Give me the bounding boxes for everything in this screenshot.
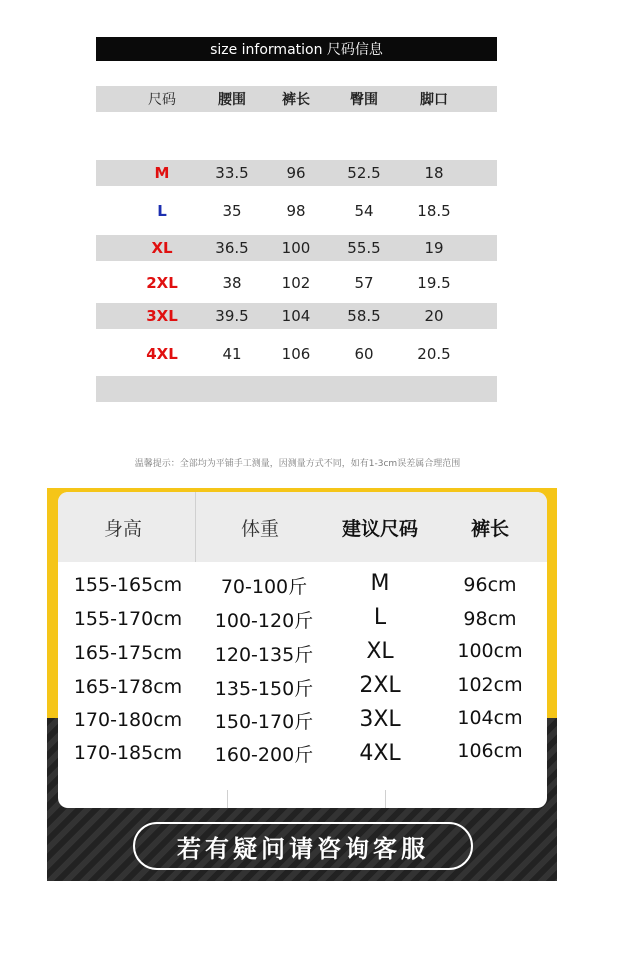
header-weight: 体重 (240, 517, 279, 540)
hem-value: 20 (424, 307, 444, 325)
weight-range: 160-200斤 (214, 743, 314, 766)
weight-range: 120-135斤 (214, 643, 314, 666)
header-height: 身高 (103, 517, 142, 540)
pants-length: 102cm (457, 674, 523, 696)
waist-value: 41 (222, 345, 242, 363)
hem-value: 20.5 (417, 345, 451, 363)
pants-length: 104cm (457, 707, 523, 729)
hip-value: 58.5 (347, 307, 381, 325)
height-range: 155-165cm (73, 574, 183, 596)
suggested-size: 4XL (359, 740, 401, 766)
size-label: M (154, 164, 170, 182)
size-label: 3XL (146, 307, 178, 325)
weight-range: 150-170斤 (214, 710, 314, 733)
hem-value: 19.5 (417, 274, 451, 292)
hip-value: 54 (354, 202, 374, 220)
length-value: 98 (286, 202, 306, 220)
waist-value: 35 (222, 202, 242, 220)
length-value: 102 (281, 274, 311, 292)
size-label: 4XL (146, 345, 178, 363)
length-value: 96 (286, 164, 306, 182)
size-label: L (157, 202, 167, 220)
table-row (96, 198, 497, 224)
column-divider (385, 790, 386, 808)
hip-value: 57 (354, 274, 374, 292)
length-value: 106 (281, 345, 311, 363)
header-divider (195, 492, 196, 562)
pants-length: 106cm (457, 740, 523, 762)
pants-length: 100cm (457, 640, 523, 662)
table-row (96, 270, 497, 296)
suggested-size: M (370, 570, 390, 596)
suggested-size: L (373, 604, 387, 630)
measurement-note: 温馨提示：全部均为平铺手工测量，因测量方式不同，如有1-3cm误差属合理范围 (134, 459, 461, 469)
waist-value: 38 (222, 274, 242, 292)
header-hip: 臀围 (350, 92, 378, 108)
pants-length: 96cm (463, 574, 517, 596)
height-range: 170-180cm (73, 709, 183, 731)
table-row (96, 341, 497, 367)
column-divider (227, 790, 228, 808)
size-table-header (96, 86, 497, 112)
hem-value: 18.5 (417, 202, 451, 220)
height-range: 170-185cm (73, 742, 183, 764)
hip-value: 55.5 (347, 239, 381, 257)
table-footer-bar (96, 376, 497, 402)
table-row (96, 235, 497, 261)
hem-value: 18 (424, 164, 444, 182)
height-range: 165-175cm (73, 642, 183, 664)
height-range: 155-170cm (73, 608, 183, 630)
header-size: 尺码 (148, 92, 176, 108)
length-value: 104 (281, 307, 311, 325)
waist-value: 33.5 (215, 164, 249, 182)
header-waist: 腰围 (218, 92, 246, 108)
suggested-size: XL (366, 638, 394, 664)
pants-length: 98cm (463, 608, 517, 630)
header-suggested-size: 建议尺码 (341, 517, 418, 540)
size-label: 2XL (146, 274, 178, 292)
table-row (96, 303, 497, 329)
header-hem: 脚口 (420, 92, 448, 108)
table-row (96, 160, 497, 186)
suggested-size: 2XL (359, 672, 401, 698)
size-info-title: size information 尺码信息 (96, 37, 497, 61)
height-range: 165-178cm (73, 676, 183, 698)
weight-range: 70-100斤 (220, 575, 308, 598)
hip-value: 60 (354, 345, 374, 363)
hem-value: 19 (424, 239, 444, 257)
hip-value: 52.5 (347, 164, 381, 182)
waist-value: 39.5 (215, 307, 249, 325)
header-length: 裤长 (282, 92, 310, 108)
size-label: XL (151, 239, 173, 257)
waist-value: 36.5 (215, 239, 249, 257)
suggested-size: 3XL (359, 706, 401, 732)
header-pants-length: 裤长 (470, 517, 509, 540)
weight-range: 100-120斤 (214, 609, 314, 632)
length-value: 100 (281, 239, 311, 257)
weight-range: 135-150斤 (214, 677, 314, 700)
contact-service-banner: 若有疑问请咨询客服 (133, 822, 473, 870)
